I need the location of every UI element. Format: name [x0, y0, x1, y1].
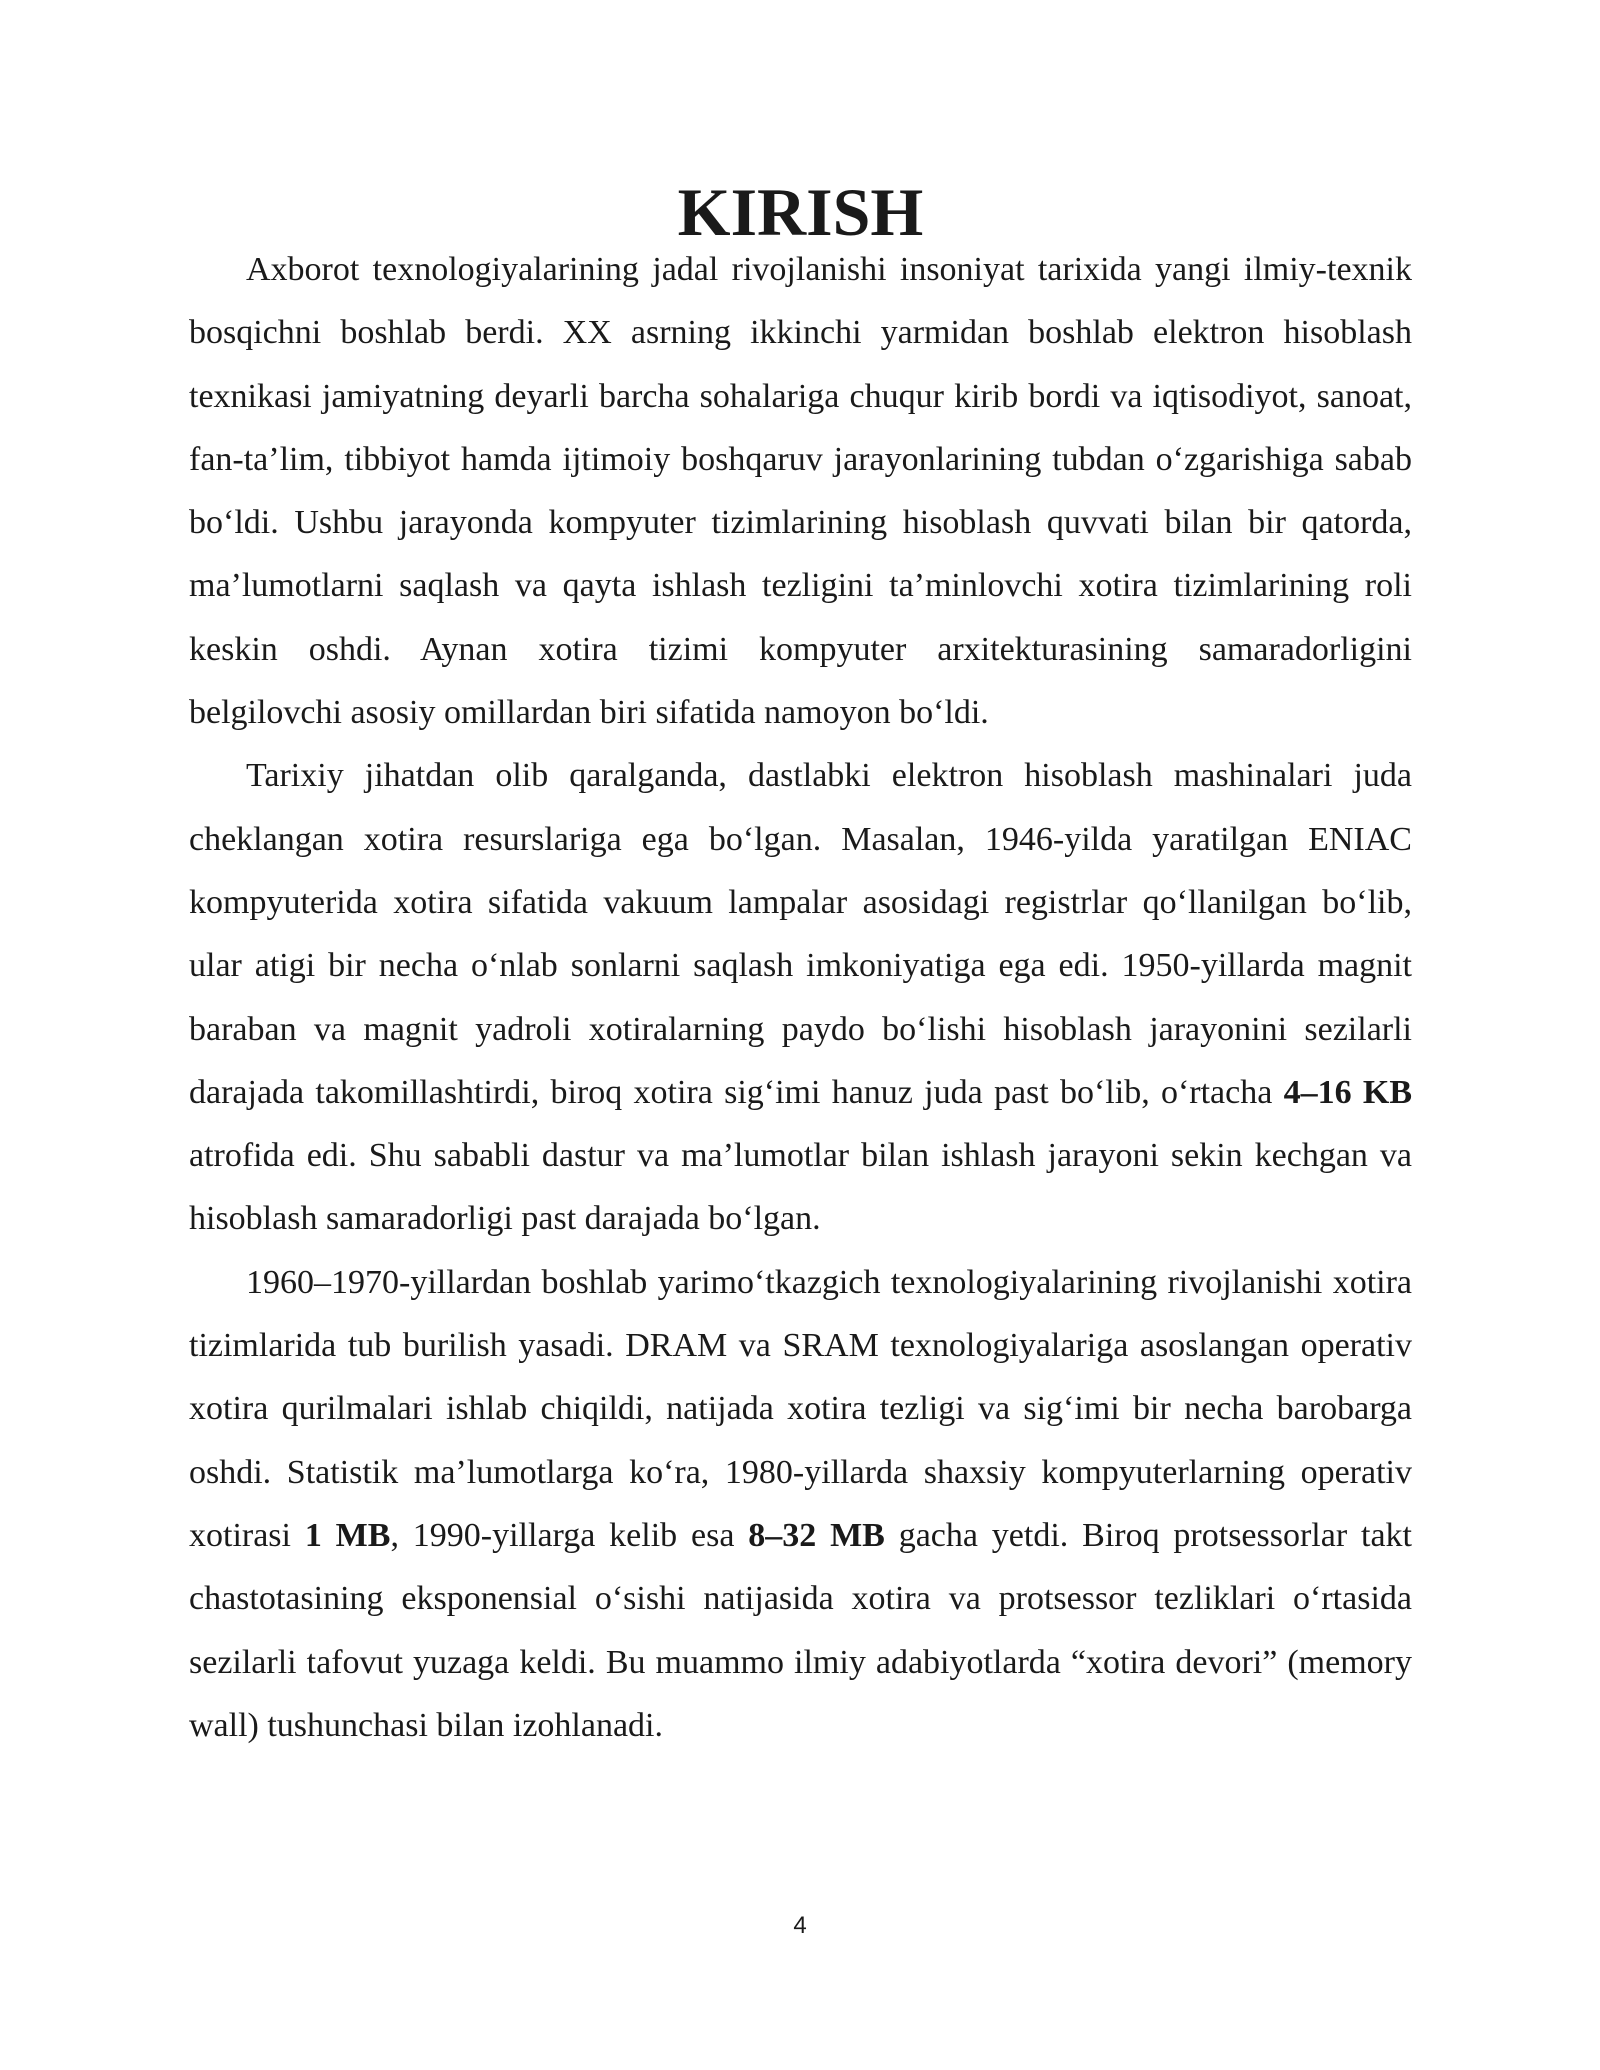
text-run: atrofida edi. Shu sababli dastur va ma’lumotlar bilan ishlash jarayoni sekin kechgan va hisoblash samaradorligi past darajada bo‘lgan. — [189, 1137, 1412, 1238]
page-body — [189, 174, 1413, 1757]
page-number: 4 — [793, 1912, 807, 1939]
text-run: gacha yetdi. Biroq protsessorlar takt chastotasining eksponensial o‘sishi natijasida xotira va protsessor tezliklari o‘rtasida sezilarli tafovut yuzaga keldi. Bu muammo ilmiy adabiyotlarda “xotira devori” (memory wall) tushunchasi bilan izohlanadi. — [189, 1516, 1412, 1744]
bold-text-run: 8–32 MB — [748, 1516, 885, 1554]
bold-text-run: 1 MB — [304, 1516, 391, 1554]
text-run: , 1990-yillarga kelib esa — [390, 1516, 749, 1554]
text-run: Axborot texnologiyalarining jadal rivojlanishi insoniyat tarixida yangi ilmiy-texnik bosqichni boshlab berdi. XX asrning ikkinchi yarmidan boshlab elektron hisoblash texnikasi jamiyatning deyarli barcha sohalariga chuqur kirib bordi va iqtisodiyot, sanoat, fan-ta’lim, tibbiyot hamda ijtimoiy boshqaruv jarayonlarining tubdan o‘zgarishiga sabab bo‘ldi. Ushbu jarayonda kompyuter tizimlarining hisoblash quvvati bilan bir qatorda, ma’lumotlarni saqlash va qayta ishlash tezligini ta’minlovchi xotira tizimlarining roli keskin oshdi. Aynan xotira tizimi kompyuter arxitekturasining samaradorligini belgilovchi asosiy omillardan biri sifatida namoyon bo‘ldi. — [189, 251, 1412, 732]
text-run: Tarixiy jihatdan olib qaralganda, dastlabki elektron hisoblash mashinalari juda cheklangan xotira resurslariga ega bo‘lgan. Masalan, 1946-yilda yaratilgan ENIAC kompyuterida xotira sifatida vakuum lampalar asosidagi registrlar qo‘llanilgan bo‘lib, ular atigi bir necha o‘nlab sonlarni saqlash imkoniyatiga ega edi. 1950-yillarda magnit baraban va magnit yadroli xotiralarning paydo bo‘lishi hisoblash jarayonini sezilarli darajada takomillashtirdi, biroq xotira sig‘imi hanuz juda past bo‘lib, o‘rtacha — [189, 757, 1412, 1111]
paragraph-3 — [189, 1251, 1412, 1757]
text-run: 1960–1970-yillardan boshlab yarimo‘tkazgich texnologiyalarining rivojlanishi xotira tizimlarida tub burilish yasadi. DRAM va SRAM texnologiyalariga asoslangan operativ xotira qurilmalari ishlab chiqildi, natijada xotira tezligi va sig‘imi bir necha barobarga oshdi. Statistik ma’lumotlarga ko‘ra, 1980-yillarda shaxsiy kompyuterlarning operativ xotirasi — [189, 1263, 1412, 1554]
paragraph-1 — [189, 238, 1412, 744]
paragraph-2 — [189, 744, 1412, 1250]
bold-text-run: 4–16 KB — [1283, 1073, 1413, 1111]
section-title: KIRISH — [677, 174, 924, 250]
